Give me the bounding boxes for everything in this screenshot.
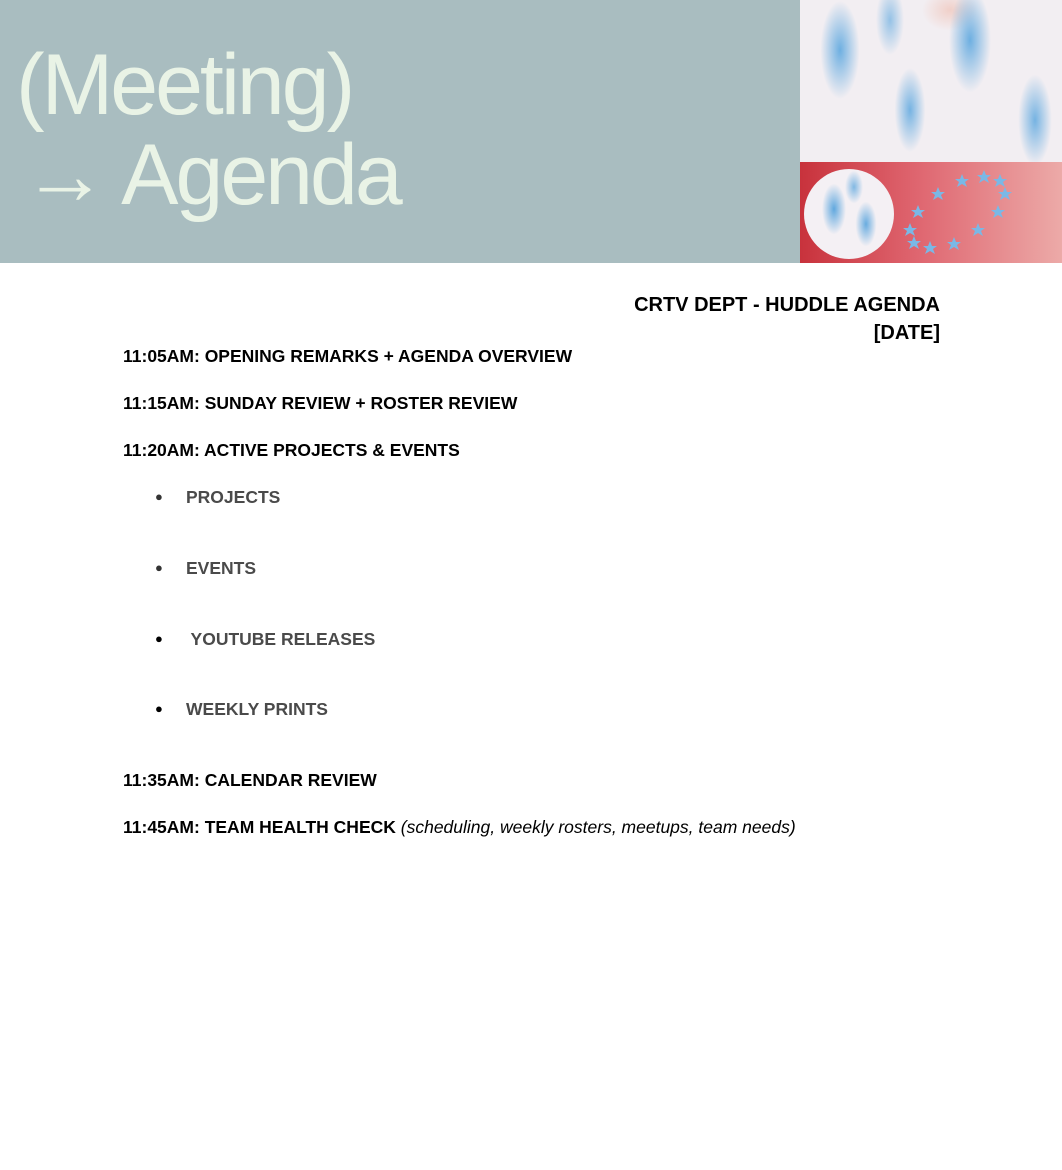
subitem-youtube-releases bbox=[155, 628, 375, 650]
banner-title-line-2: → Agenda bbox=[22, 127, 400, 223]
agenda-item bbox=[123, 439, 460, 461]
agenda-item bbox=[123, 816, 796, 838]
agenda-item-heading: 11:15AM: SUNDAY REVIEW + ROSTER REVIEW bbox=[123, 393, 518, 413]
subitem-label: YOUTUBE RELEASES bbox=[186, 629, 376, 649]
header-banner bbox=[0, 0, 1062, 263]
document-date: [DATE] bbox=[873, 322, 940, 344]
bullet-icon: ● bbox=[155, 560, 163, 575]
agenda-document bbox=[0, 263, 1062, 1170]
agenda-item bbox=[123, 345, 572, 367]
agenda-item-heading: 11:20AM: ACTIVE PROJECTS & EVENTS bbox=[123, 440, 460, 460]
subitem-label: EVENTS bbox=[186, 558, 257, 578]
agenda-item-heading: 11:35AM: CALENDAR REVIEW bbox=[123, 770, 377, 790]
agenda-item-heading: 11:05AM: OPENING REMARKS + AGENDA OVERVIEW bbox=[123, 346, 573, 366]
title-banner bbox=[0, 0, 800, 263]
subitem-weekly-prints bbox=[155, 698, 328, 720]
subitem-label: PROJECTS bbox=[186, 487, 281, 507]
bullet-icon: ● bbox=[155, 489, 163, 504]
decorative-photo-bottom bbox=[800, 162, 1062, 263]
star-ring-icon bbox=[800, 162, 1062, 263]
document-title-line-1: CRTV DEPT - HUDDLE AGENDA bbox=[634, 294, 940, 316]
subitem-events bbox=[155, 557, 256, 579]
agenda-item-heading: 11:45AM: TEAM HEALTH CHECK bbox=[123, 817, 396, 837]
agenda-item bbox=[123, 769, 377, 791]
document-title bbox=[634, 291, 940, 347]
banner-title-line-1: (Meeting) bbox=[16, 37, 353, 133]
bullet-icon: ● bbox=[155, 631, 163, 646]
agenda-item-note: (scheduling, weekly rosters, meetups, team needs) bbox=[400, 817, 796, 837]
subitem-label: WEEKLY PRINTS bbox=[186, 699, 328, 719]
bullet-icon: ● bbox=[155, 701, 163, 716]
subitem-projects bbox=[155, 486, 280, 508]
decorative-photo-top bbox=[800, 0, 1062, 162]
agenda-item bbox=[123, 392, 517, 414]
